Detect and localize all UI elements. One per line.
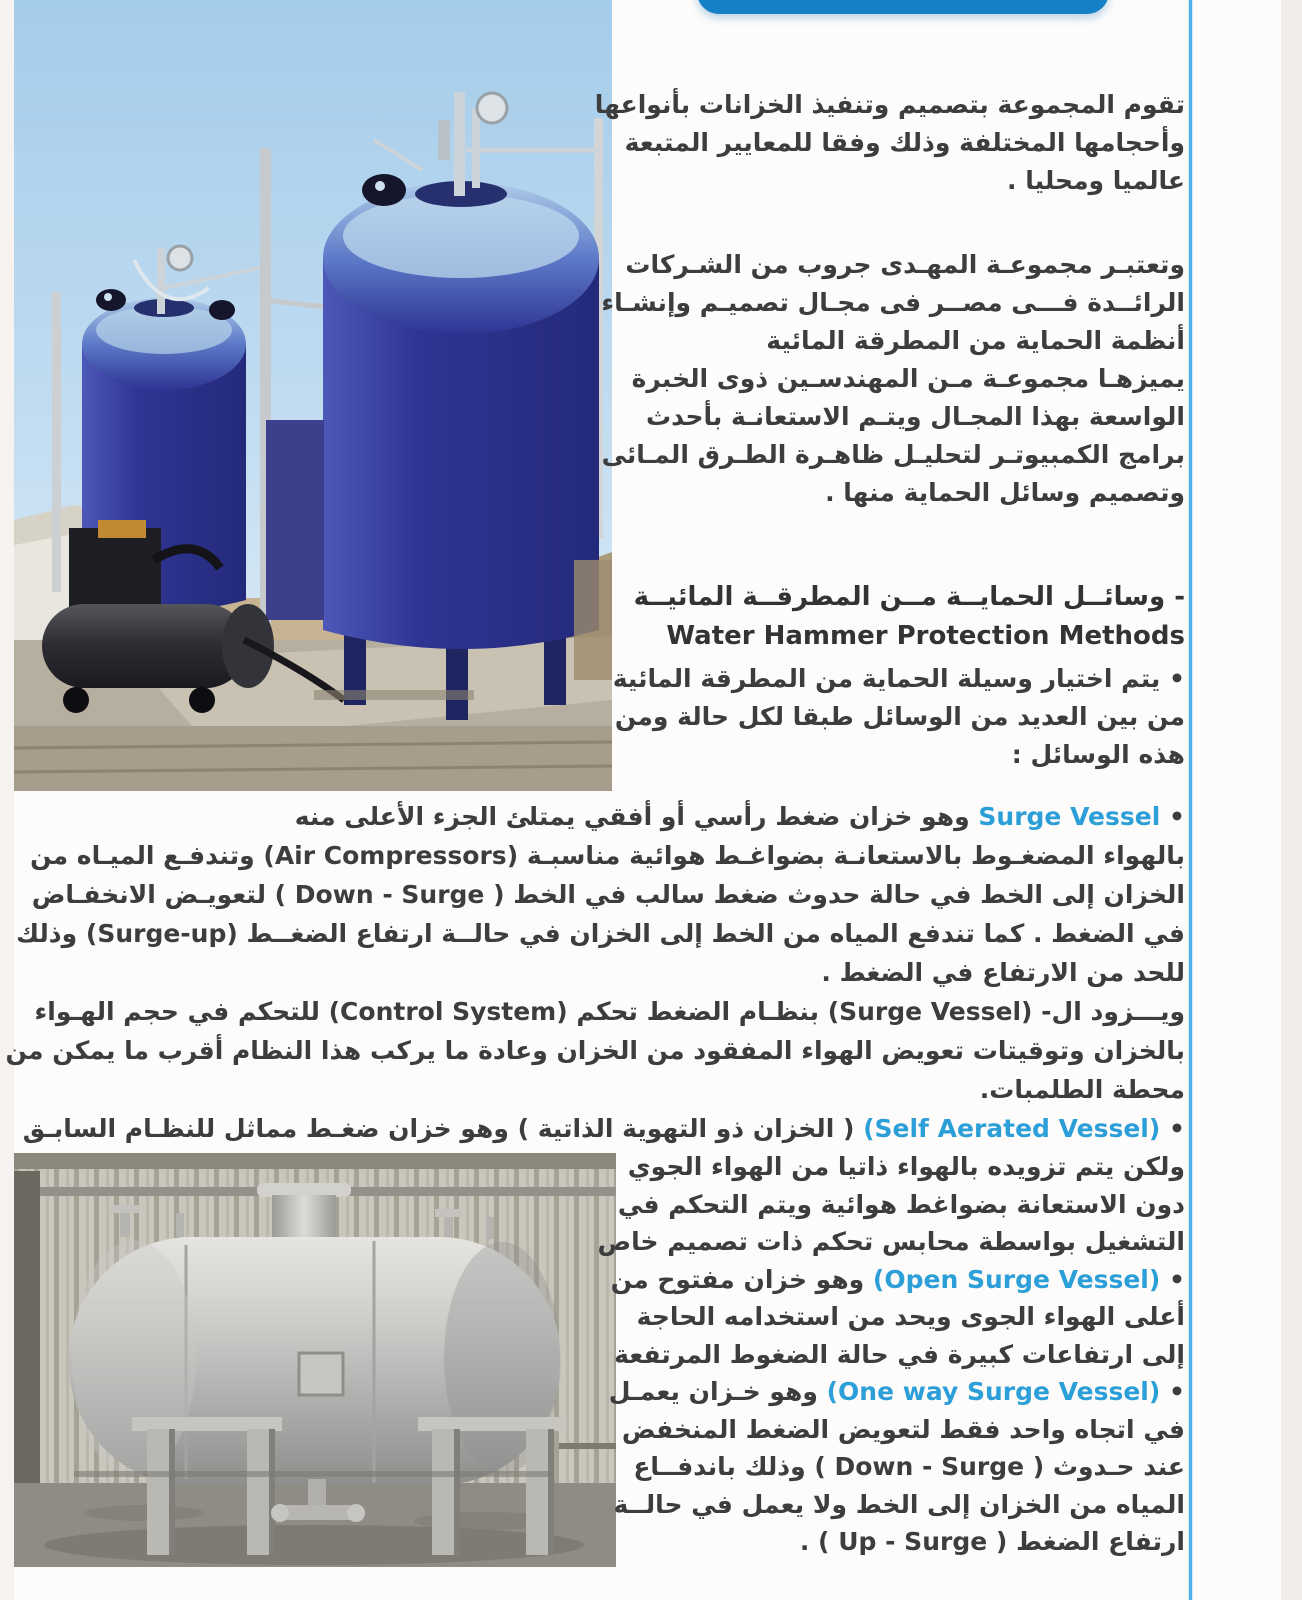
vertical-divider-line <box>1189 0 1192 1600</box>
surge-vessel-paragraph: • Surge Vessel وهو خزان ضغط رأسي أو أفقي يمتلئ الجزء الأعلى منه بالهواء المضغـوط بالاستعانـة بضواغـط هوائية مناسبـة (Air Compressors) وتندفـع الميـاه من الخزان إلى الخط في حالة حدوث ضغط سالب في الخط ( Down - Surge ) لتعويـض الانخفـاض في الضغط . كما تندفع المياه من الخط إلى الخزان في حالــة ارتفاع الضغــط (Surge-up) وذلك للحد من الارتفاع في الضغط . ويـــزود ال- (Surge Vessel) بنظـام الضغط تحكم (Control System) للتحكم في حجم الهـواء بالخزان وتوقيتات تعويض الهواء المفقود من الخزان وعادة ما يركب هذا النظام أقرب ما يمكن من محطة الطلمبات. • (Self Aerated Vessel) ( الخزان ذو التهوية الذاتية ) وهو خزان ضغـط مماثل للنظـام السابـق <box>5 802 1185 1143</box>
vessel-types-paragraph: ولكن يتم تزويده بالهواء ذاتيا من الهواء الجوي دون الاستعانة بضواغط هوائية ويتم التحكم في التشغيل بواسطة محابس تحكم ذات تصميم خاص • (Open Surge Vessel) وهو خزان مفتوح من أعلى الهواء الجوى ويحد من استخدامه الحاجة إلى ارتفاعات كبيرة في حالة الضغوط المرتفعة • (One way Surge Vessel) وهو خـزان يعمـل في اتجاه واحد فقط لتعويض الضغط المنخفض عند حـدوث ( Down - Surge ) وذلك باندفــاع المياه من الخزان إلى الخط ولا يعمل في حالــة ارتفاع الضغط ( Up - Surge ) . <box>597 1152 1185 1556</box>
nameplate <box>299 1353 343 1395</box>
about-paragraph: وتعتبـر مجموعـة المهـدى جروب من الشـركات الرائــدة فـــى مصــر فى مجـال تصميـم وإنشـاء أنظمة الحماية من المطرقة المائية يميزهـا مجموعـة مـن المهندسـين ذوى الخبرة الواسعة بهذا المجـال ويتـم الاستعانـة بأحدث برامج الكمبيوتـر لتحليـل ظاهـرة الطـرق المـائى وتصميم وسائل الحماية منها . <box>601 250 1185 507</box>
surge-vessels-illustration <box>14 0 612 791</box>
methods-section-header <box>633 578 1185 656</box>
surge-vessels-photo <box>14 0 612 791</box>
intro-paragraph: تقوم المجموعة بتصميم وتنفيذ الخزانات بأنواعها وأحجامها المختلفة وذلك وفقا للمعايير المتبعة عالميا ومحليا . <box>594 90 1185 195</box>
selection-paragraph: • يتم اختيار وسيلة الحماية من المطرقة المائية من بين العديد من الوسائل طبقا لكل حالة ومن هذه الوسائل : <box>612 664 1185 769</box>
horizontal-tank-illustration <box>14 1153 616 1567</box>
methods-header-english: Water Hammer Protection Methods <box>666 621 1185 651</box>
horizontal-tank-photo <box>14 1153 616 1567</box>
methods-header-arabic: - وسائــل الحمايــة مــن المطرقــة المائيــة <box>633 582 1185 612</box>
page-left-margin <box>0 0 14 1600</box>
page-right-margin <box>1281 0 1302 1600</box>
top-banner <box>697 0 1109 14</box>
